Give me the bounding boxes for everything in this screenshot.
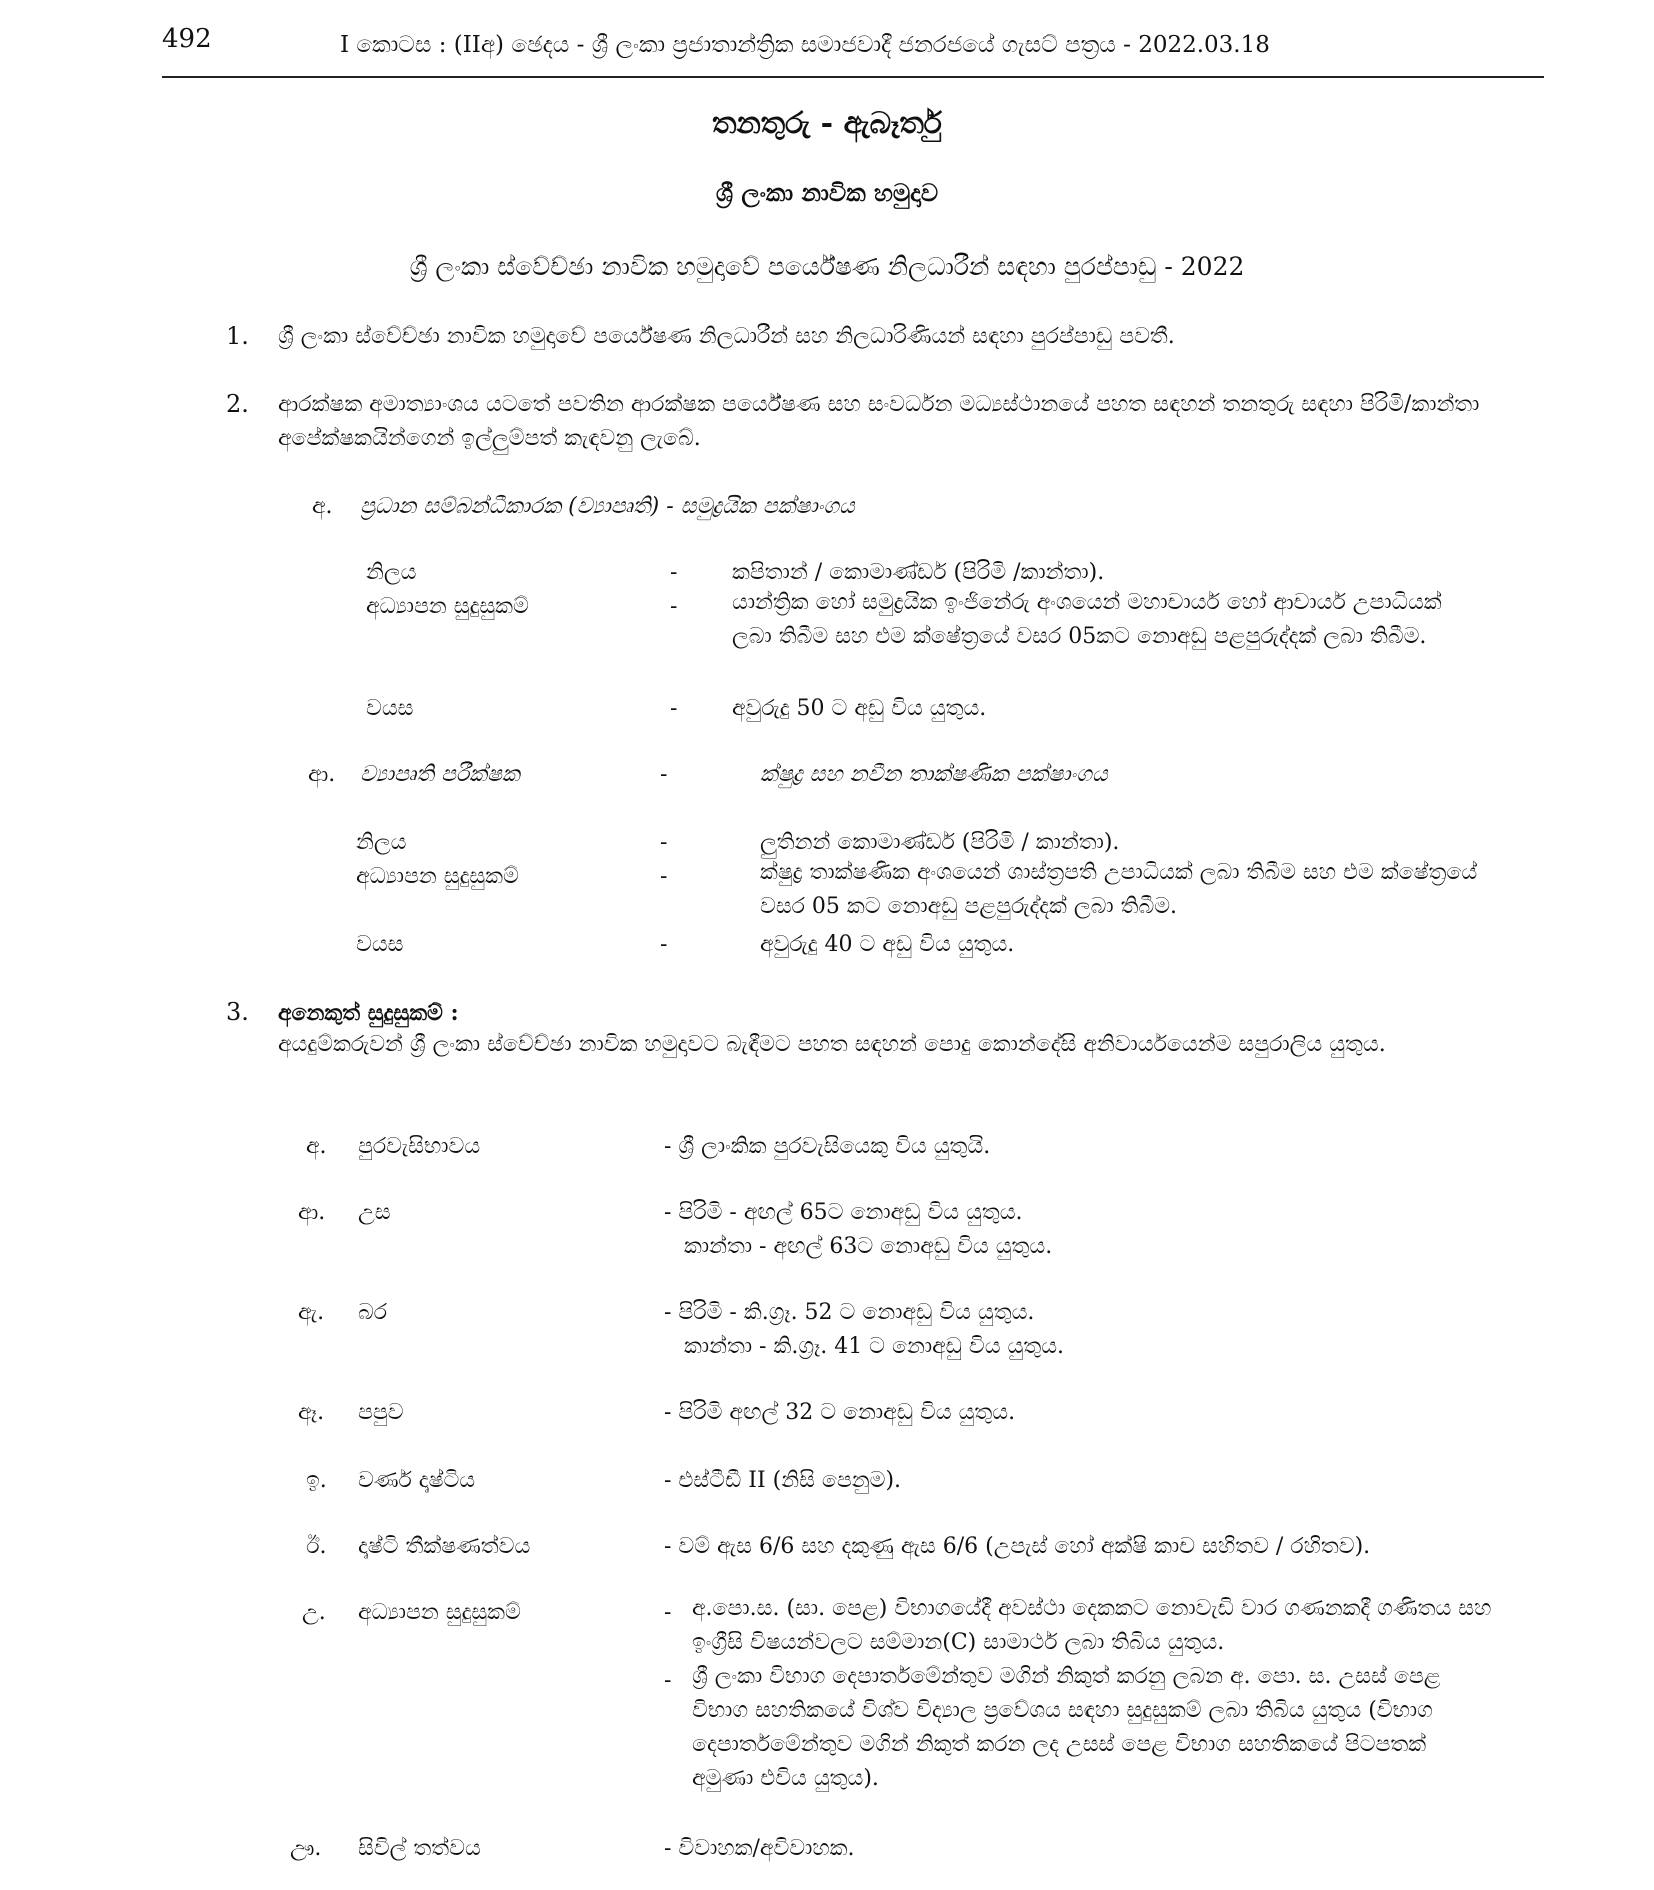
section-2b-rank-dash: - [660,830,668,855]
vacancy-title: ශ්‍රී ලංකා ස්වේච්ඡා නාවික හමුදාවේ පර්යේෂණ නිලධාරීන් සඳහා පුරප්පාඩු - 2022 [409,252,1245,281]
section-2b-age-value: අවුරුදු 40 ට අඩු විය යුතුය. [760,932,1015,957]
chest-label: ඈ. [298,1400,325,1425]
section-2a-edu-dash: - [670,594,678,619]
colour-vision-name: වර්ණ දෘෂ්ටිය [358,1468,476,1493]
section-2a-title: ප්‍රධාන සම්බන්ධීකාරක (ව්‍යාපෘති) - සමුද්‍රයික පක්ෂාංගය [360,494,855,519]
section-2b-rank-label: නිලය [356,830,407,855]
colour-vision-label: ඉ. [306,1468,327,1493]
education-para-2: ශ්‍රී ලංකා විභාග දෙපාර්තමේන්තුව මගින් නිකුත් කරනු ලබන අ. පො. ස. උසස් පෙළ විභාග සහතිකයේ විශ්ව විද්‍යාල ප්‍රවේශය සඳහා සුදුසුකම් ලබා තිබිය යුතුය (විභාග දෙපාර්තමේන්තුව මගින් නිකුත් කරන ලද උසස් පෙළ විභාග සහතිකයේ පිටපතක් අමුණා එවිය යුතුය). [692,1664,1441,1791]
education-para-1: අ.පො.ස. (සා. පෙළ) විභාගයේදී අවස්ථා දෙකකට නොවැඩි වාර ගණනකදී ගණිතය සහ ඉංග්‍රීසි විෂයන්වලට සම්මාන(C) සාමාර්ථ ලබා තිබිය යුතුය. [692,1596,1492,1655]
section-3-heading: අනෙකුත් සුදුසුකම් : [278,1000,459,1026]
page-number: 492 [162,24,212,54]
section-2-number: 2. [226,390,249,418]
citizenship-name: පුරවැසිභාවය [358,1134,481,1159]
section-2a-rank-value: කපිතාන් / කොමාණ්ඩර් (පිරිමි /කාන්තා). [732,560,1105,585]
citizenship-label: අ. [306,1134,327,1159]
section-3-number: 3. [226,998,249,1026]
colour-vision-value: - එස්ටීඩී II (නිසි පෙනුම). [664,1468,902,1493]
civil-status-value: - විවාහක/අවිවාහක. [664,1836,855,1861]
section-2-text: ආරක්ෂක අමාත්‍යාංශය යටතේ පවතින ආරක්ෂක පර්යේෂණ සහ සංවර්ධන මධ්‍යස්ථානයේ පහත සඳහන් තනතුරු සඳහා පිරිමි/කාන්තා අපේක්ෂකයින්ගෙන් ඉල්ලුම්පත් කැඳවනු ලැබේ. [278,392,1480,451]
height-label: ආ. [298,1200,326,1225]
section-2b-label: ආ. [308,762,336,787]
weight-female: කාන්තා - කි.ග්‍රෑ. 41 ට නොඅඩු විය යුතුය. [684,1334,1065,1359]
weight-male: - පිරිමි - කි.ග්‍රෑ. 52 ට නොඅඩු විය යුතුය. [664,1300,1035,1325]
section-2a-rank-label: නිලය [366,560,417,585]
visual-acuity-label: ඊ. [306,1534,327,1559]
education-dash-1: - [664,1600,672,1625]
education-label: උ. [302,1600,326,1625]
civil-status-label: ඌ. [290,1836,322,1861]
section-2b-title-dash: - [660,762,668,787]
section-2a-age-dash: - [670,696,678,721]
visual-acuity-name: දෘෂ්ටි තීක්ෂණත්වය [358,1534,531,1559]
section-2b-edu-dash: - [660,864,668,889]
weight-label: ඇ. [298,1300,325,1325]
header-rule [162,76,1544,78]
section-2a-edu-value: යාන්ත්‍රික හෝ සමුද්‍රයික ඉංජිනේරු අංශයෙන් මහාචාර්ය හෝ ආචාර්ය උපාධියක් ලබා තිබීම සහ එම ක්ෂේත්‍රයේ වසර 05කට නොඅඩු පළපුරුද්දක් ලබා තිබීම. [732,590,1442,649]
height-female: කාන්තා - අඟල් 63ට නොඅඩු විය යුතුය. [684,1234,1053,1259]
section-2b-edu-label: අධ්‍යාපන සුදුසුකම් [356,864,519,889]
section-2a-rank-dash: - [670,560,678,585]
section-2b-title: ව්‍යාපෘති පරීක්ෂක [360,762,520,787]
chest-name: පපුව [358,1400,404,1425]
height-male: - පිරිමි - අඟල් 65ට නොඅඩු විය යුතුය. [664,1200,1023,1225]
section-2b-rank-value: ලුතිනන් කොමාණ්ඩර් (පිරිමි / කාන්තා). [760,830,1120,855]
section-1-number: 1. [226,322,249,350]
page-title: තනතුරු - ඇබෑර්තු [712,106,942,141]
visual-acuity-value: - වම් ඇස 6/6 සහ දකුණු ඇස 6/6 (උපැස් හෝ අක්ෂි කාච සහිතව / රහිතව). [664,1534,1371,1559]
education-dash-2: - [664,1668,672,1693]
chest-value: - පිරිමි අඟල් 32 ට නොඅඩු විය යුතුය. [664,1400,1016,1425]
section-2b-age-dash: - [660,932,668,957]
running-title: I කොටස : (IIඅ) ඡෙදය - ශ්‍රී ලංකා ප්‍රජාතාන්ත්‍රික සමාජවාදී ජනරජයේ ගැසට් පත්‍රය - 2022.03.18 [340,32,1270,58]
section-2b-edu-value: ක්ෂුද්‍ර තාක්ෂණික අංශයෙන් ශාස්ත්‍රපති උපාධියක් ලබා තිබීම සහ එම ක්ෂේත්‍රයේ වසර 05 කට නොඅඩු පළපුරුද්දක් ලබා තිබීම. [760,860,1478,919]
citizenship-value: - ශ්‍රී ලාංකික පුරවැසියෙකු විය යුතුයි. [664,1134,991,1159]
section-2a-age-value: අවුරුදු 50 ට අඩු විය යුතුය. [732,696,987,721]
civil-status-name: සිවිල් තත්වය [358,1836,481,1861]
section-2a-edu-label: අධ්‍යාපන සුදුසුකම් [366,594,529,619]
weight-name: බර [358,1300,388,1325]
section-2b-age-label: වයස [356,932,404,957]
section-1-text: ශ්‍රී ලංකා ස්වේච්ඡා නාවික හමුදාවේ පර්යේෂණ නිලධාරීන් සහ නිලධාරිණියන් සඳහා පුරප්පාඩු පවතී. [278,324,1175,349]
education-name: අධ්‍යාපන සුදුසුකම් [358,1600,521,1625]
section-2a-label: අ. [312,494,333,519]
section-3-text: අයදුම්කරුවන් ශ්‍රී ලංකා ස්වේච්ඡා නාවික හමුදාවට බැඳීමට පහත සඳහන් පොදු කොන්දේසි අනිවාර්යයෙන්ම සපුරාලිය යුතුය. [278,1032,1386,1057]
height-name: උස [358,1200,391,1225]
section-2a-age-label: වයස [366,696,414,721]
section-2b-title-value: ක්ෂුද්‍ර සහ නවීන තාක්ෂණික පක්ෂාංගය [760,762,1108,787]
organisation-title: ශ්‍රී ලංකා නාවික හමුදාව [715,178,939,207]
